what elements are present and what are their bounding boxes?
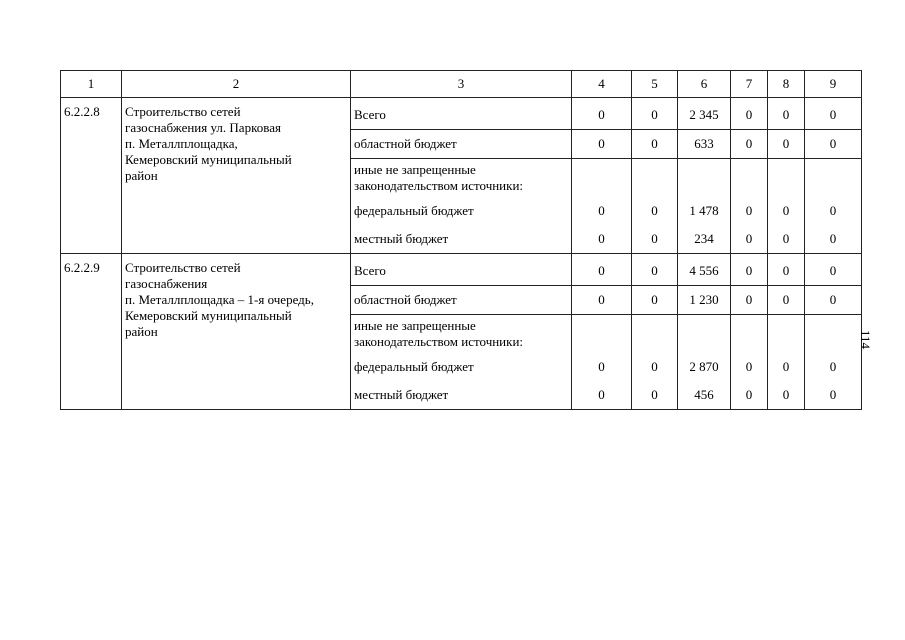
value-cell: 0	[731, 254, 768, 286]
column-header: 6	[678, 71, 731, 98]
value-cell: 0	[632, 197, 678, 225]
value-cell	[678, 315, 731, 354]
value-cell	[572, 159, 632, 198]
value-cell: 0	[805, 254, 862, 286]
value-cell: 1 478	[678, 197, 731, 225]
value-cell: 0	[731, 130, 768, 159]
funding-source-note: иные не запрещенные законодательством источники:	[351, 315, 572, 354]
value-cell	[768, 315, 805, 354]
value-cell: 0	[632, 98, 678, 130]
column-header: 5	[632, 71, 678, 98]
value-cell: 0	[768, 197, 805, 225]
value-cell: 0	[731, 381, 768, 410]
funding-source: Всего	[351, 98, 572, 130]
value-cell: 1 230	[678, 286, 731, 315]
table-row	[61, 254, 862, 286]
value-cell	[731, 159, 768, 198]
value-cell: 0	[768, 381, 805, 410]
value-cell: 0	[768, 353, 805, 381]
value-cell: 4 556	[678, 254, 731, 286]
value-cell: 0	[572, 254, 632, 286]
value-cell: 0	[731, 225, 768, 254]
value-cell	[678, 159, 731, 198]
funding-source: Всего	[351, 254, 572, 286]
value-cell: 0	[805, 381, 862, 410]
value-cell: 0	[572, 98, 632, 130]
item-code: 6.2.2.8	[61, 98, 122, 254]
column-header: 8	[768, 71, 805, 98]
value-cell: 0	[731, 197, 768, 225]
value-cell: 0	[572, 381, 632, 410]
column-header: 4	[572, 71, 632, 98]
value-cell: 0	[572, 353, 632, 381]
funding-source: областной бюджет	[351, 130, 572, 159]
table-row	[61, 98, 862, 130]
value-cell	[805, 159, 862, 198]
funding-source-note: иные не запрещенные законодательством источники:	[351, 159, 572, 198]
column-header: 3	[351, 71, 572, 98]
funding-source: федеральный бюджет	[351, 353, 572, 381]
value-cell	[632, 315, 678, 354]
value-cell: 0	[768, 286, 805, 315]
value-cell: 0	[572, 286, 632, 315]
value-cell	[805, 315, 862, 354]
item-description: Строительство сетей газоснабжения п. Металлплощадка – 1-я очередь, Кемеровский муниципальный район	[122, 254, 351, 410]
funding-source: федеральный бюджет	[351, 197, 572, 225]
value-cell: 0	[805, 197, 862, 225]
value-cell: 234	[678, 225, 731, 254]
column-header: 7	[731, 71, 768, 98]
budget-table	[60, 70, 862, 410]
item-code: 6.2.2.9	[61, 254, 122, 410]
column-header: 9	[805, 71, 862, 98]
value-cell: 0	[768, 254, 805, 286]
value-cell: 0	[731, 353, 768, 381]
value-cell	[768, 159, 805, 198]
value-cell: 456	[678, 381, 731, 410]
value-cell: 0	[768, 130, 805, 159]
value-cell: 0	[731, 286, 768, 315]
value-cell: 0	[805, 225, 862, 254]
value-cell: 2 870	[678, 353, 731, 381]
funding-source: местный бюджет	[351, 381, 572, 410]
value-cell	[731, 315, 768, 354]
value-cell: 0	[632, 254, 678, 286]
page-number: 114	[858, 330, 873, 350]
value-cell: 0	[768, 98, 805, 130]
value-cell: 2 345	[678, 98, 731, 130]
value-cell: 0	[731, 98, 768, 130]
value-cell: 0	[805, 353, 862, 381]
funding-source: местный бюджет	[351, 225, 572, 254]
funding-source: областной бюджет	[351, 286, 572, 315]
value-cell: 633	[678, 130, 731, 159]
value-cell: 0	[632, 225, 678, 254]
value-cell: 0	[572, 130, 632, 159]
value-cell: 0	[805, 286, 862, 315]
column-header: 2	[122, 71, 351, 98]
value-cell: 0	[572, 225, 632, 254]
value-cell	[632, 159, 678, 198]
value-cell: 0	[632, 353, 678, 381]
value-cell: 0	[632, 286, 678, 315]
column-header: 1	[61, 71, 122, 98]
item-description: Строительство сетей газоснабжения ул. Парковая п. Металлплощадка, Кемеровский муниципальный район	[122, 98, 351, 254]
value-cell: 0	[805, 130, 862, 159]
value-cell: 0	[805, 98, 862, 130]
table-header-row	[61, 71, 862, 98]
value-cell	[572, 315, 632, 354]
value-cell: 0	[632, 381, 678, 410]
value-cell: 0	[572, 197, 632, 225]
value-cell: 0	[768, 225, 805, 254]
value-cell: 0	[632, 130, 678, 159]
